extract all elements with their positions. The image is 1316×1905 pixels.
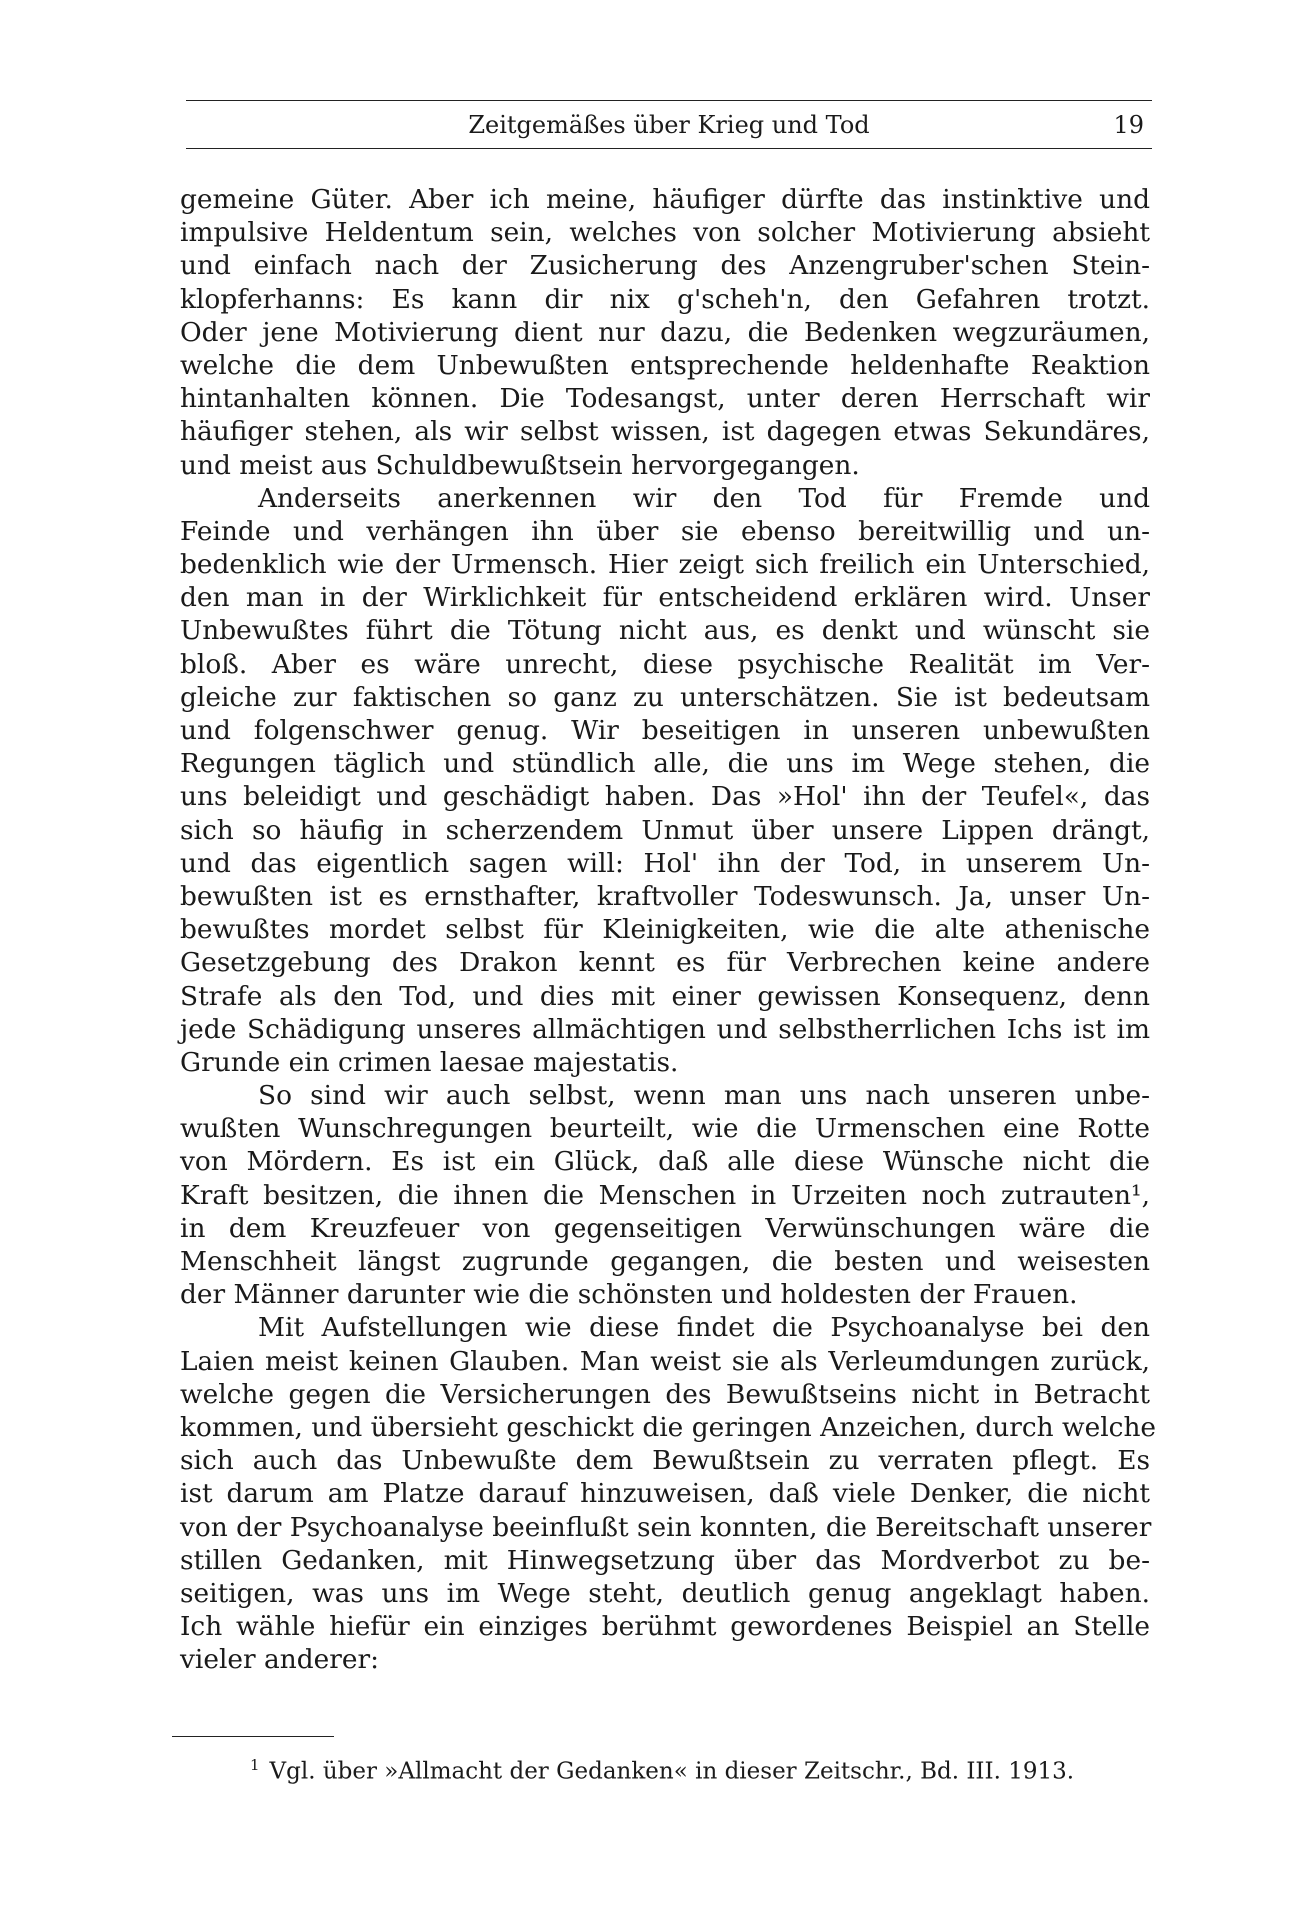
text-line: bewußtes mordet selbst für Kleinigkeiten, wie die alte athenische xyxy=(180,914,1150,946)
paragraph-first-line: Mit Aufstellungen wie diese findet die Psychoanalyse bei den xyxy=(258,1312,1150,1344)
text-line: Ich wähle hiefür ein einziges berühmt gewordenes Beispiel an Stelle xyxy=(180,1611,1150,1643)
text-line: welche gegen die Versicherungen des Bewußtseins nicht in Betracht xyxy=(180,1378,1150,1410)
text-line: bloß. Aber es wäre unrecht, diese psychische Realität im Ver- xyxy=(180,648,1150,680)
footnote-text: Vgl. über »Allmacht der Gedanken« in dieser Zeitschr., Bd. III. 1913. xyxy=(269,1758,1075,1785)
text-line: sich so häufig in scherzendem Unmut über unsere Lippen drängt, xyxy=(180,814,1150,846)
text-line: Oder jene Motivierung dient nur dazu, die Bedenken wegzuräumen, xyxy=(180,316,1150,348)
footnote-marker: 1 xyxy=(250,1756,260,1774)
text-line: sich auch das Unbewußte dem Bewußtsein zu verraten pflegt. Es xyxy=(180,1445,1150,1477)
page-number: 19 xyxy=(1113,111,1144,139)
text-line: gemeine Güter. Aber ich meine, häufiger dürfte das instinktive und xyxy=(180,184,1150,215)
text-line: Laien meist keinen Glauben. Man weist sie als Verleumdungen zurück, xyxy=(180,1345,1150,1377)
text-line: bewußten ist es ernsthafter, kraftvoller Todeswunsch. Ja, unser Un- xyxy=(180,880,1150,912)
text-line: jede Schädigung unseres allmächtigen und selbstherrlichen Ichs ist im xyxy=(180,1013,1150,1045)
text-line: in dem Kreuzfeuer von gegenseitigen Verwünschungen wäre die xyxy=(180,1212,1150,1244)
text-line: und meist aus Schuldbewußtsein hervorgegangen. xyxy=(180,449,860,481)
text-line: häufiger stehen, als wir selbst wissen, ist dagegen etwas Sekundäres, xyxy=(180,416,1150,448)
text-line: Kraft besitzen, die ihnen die Menschen in Urzeiten noch zutrauten¹, xyxy=(180,1179,1150,1211)
text-line: hintanhalten können. Die Todesangst, unter deren Herrschaft wir xyxy=(180,383,1150,415)
paragraph-first-line: So sind wir auch selbst, wenn man uns nach unseren unbe- xyxy=(258,1080,1150,1112)
body-text xyxy=(180,183,1157,1676)
text-line: Unbewußtes führt die Tötung nicht aus, es denkt und wünscht sie xyxy=(180,615,1150,647)
running-title: Zeitgemäßes über Krieg und Tod xyxy=(468,111,870,139)
text-line: und das eigentlich sagen will: Hol' ihn der Tod, in unserem Un- xyxy=(180,847,1150,879)
text-line: der Männer darunter wie die schönsten und holdesten der Frauen. xyxy=(180,1279,1078,1311)
text-line: ist darum am Platze darauf hinzuweisen, daß viele Denker, die nicht xyxy=(180,1478,1150,1510)
text-line: Gesetzgebung des Drakon kennt es für Verbrechen keine andere xyxy=(180,947,1150,979)
text-line: den man in der Wirklichkeit für entscheidend erklären wird. Unser xyxy=(180,582,1150,614)
paragraph-first-line: Anderseits anerkennen wir den Tod für Fremde und xyxy=(258,482,1150,514)
header-bottom-rule xyxy=(186,148,1152,149)
text-line: und einfach nach der Zusicherung des Anzengruber'schen Stein- xyxy=(180,250,1150,282)
text-line: seitigen, was uns im Wege steht, deutlich genug angeklagt haben. xyxy=(180,1577,1150,1609)
text-line: gleiche zur faktischen so ganz zu unterschätzen. Sie ist bedeutsam xyxy=(180,681,1150,713)
text-line: welche die dem Unbewußten entsprechende heldenhafte Reaktion xyxy=(180,349,1150,381)
text-line: uns beleidigt und geschädigt haben. Das »Hol' ihn der Teufel«, das xyxy=(180,781,1150,813)
text-line: Grunde ein crimen laesae majestatis. xyxy=(180,1046,679,1078)
text-line: kommen, und übersieht geschickt die geringen Anzeichen, durch welche xyxy=(180,1411,1157,1443)
footnote-rule xyxy=(172,1736,334,1737)
header-top-rule xyxy=(186,100,1152,101)
text-line: wußten Wunschregungen beurteilt, wie die Urmenschen eine Rotte xyxy=(180,1113,1150,1145)
text-line: Regungen täglich und stündlich alle, die uns im Wege stehen, die xyxy=(180,748,1150,780)
text-line: von der Psychoanalyse beeinflußt sein konnten, die Bereitschaft unserer xyxy=(180,1511,1152,1543)
text-line: bedenklich wie der Urmensch. Hier zeigt sich freilich ein Unterschied, xyxy=(180,549,1150,581)
text-line: von Mördern. Es ist ein Glück, daß alle diese Wünsche nicht die xyxy=(180,1146,1150,1178)
text-line: klopferhanns: Es kann dir nix g'scheh'n, den Gefahren trotzt. xyxy=(180,283,1150,315)
footnote xyxy=(250,1750,1074,1787)
text-line: impulsive Heldentum sein, welches von solcher Motivierung absieht xyxy=(180,217,1150,249)
text-line: Strafe als den Tod, und dies mit einer gewissen Konsequenz, denn xyxy=(180,980,1150,1012)
running-head xyxy=(186,108,1152,142)
text-line: und folgenschwer genug. Wir beseitigen in unseren unbewußten xyxy=(180,715,1150,746)
text-line: Feinde und verhängen ihn über sie ebenso bereitwillig und un- xyxy=(180,515,1150,547)
text-line: vieler anderer: xyxy=(180,1644,380,1676)
text-line: Menschheit längst zugrunde gegangen, die besten und weisesten xyxy=(180,1246,1150,1277)
text-line: stillen Gedanken, mit Hinwegsetzung über das Mordverbot zu be- xyxy=(180,1544,1150,1576)
